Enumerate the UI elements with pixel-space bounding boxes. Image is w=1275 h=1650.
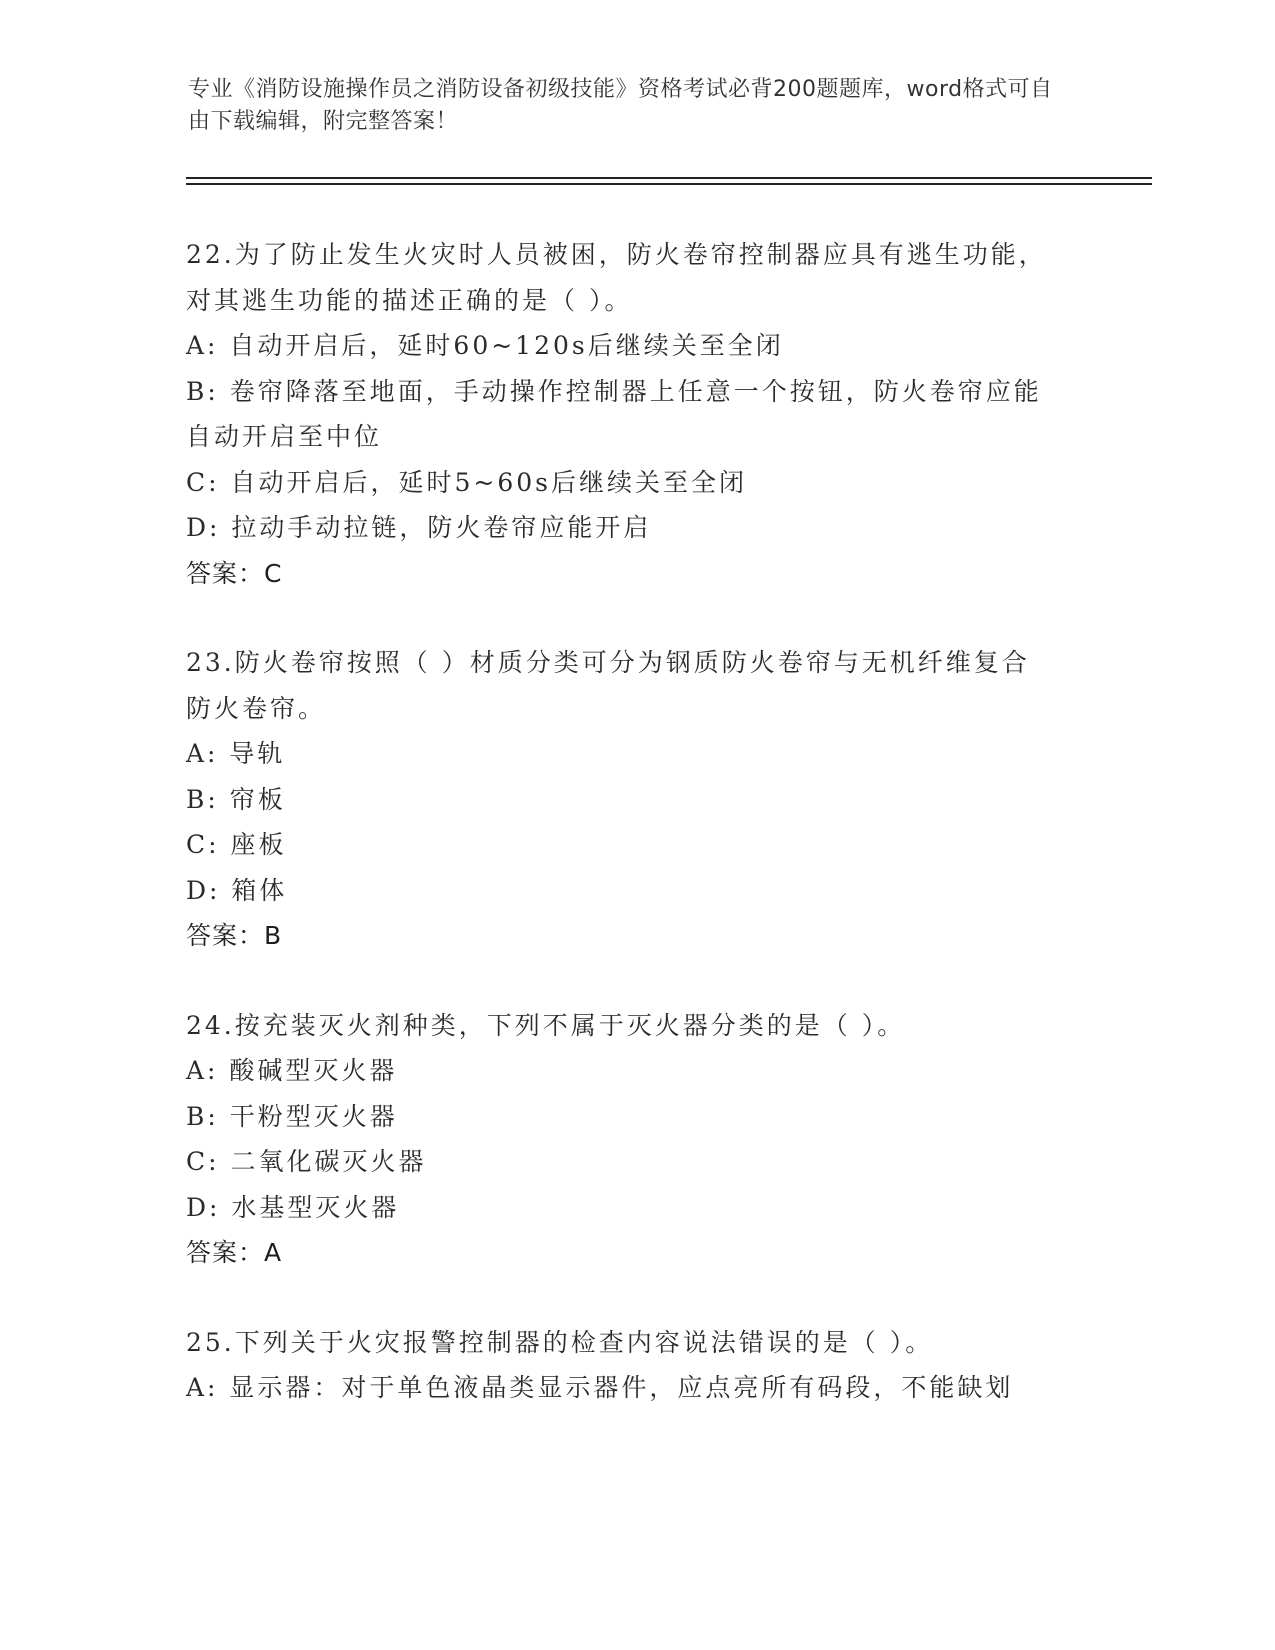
option-b: B: 帘板: [186, 784, 286, 814]
option-c: C: 自动开启后，延时5~60s后继续关至全闭: [186, 467, 747, 497]
option-d: D: 水基型灭火器: [186, 1192, 400, 1222]
answer: 答案：C: [186, 558, 283, 588]
question-list: [186, 232, 1086, 1455]
header-rule-bottom: [186, 183, 1152, 185]
question-stem: 22.为了防止发生火灾时人员被困，防火卷帘控制器应具有逃生功能，: [186, 240, 1047, 269]
answer: 答案：B: [186, 921, 283, 950]
option-b: B: 卷帘降落至地面，手动操作控制器上任意一个按钮，防火卷帘应能: [186, 376, 1042, 406]
question-stem: 防火卷帘。: [186, 693, 327, 723]
option-c: C: 二氧化碳灭火器: [186, 1147, 427, 1176]
answer: 答案：A: [186, 1238, 283, 1267]
question-stem: 25.下列关于火灾报警控制器的检查内容说法错误的是（ ）。: [186, 1327, 934, 1357]
header-description: 专业《消防设施操作员之消防设备初级技能》资格考试必背200题题库，word格式可自由下载编辑，附完整答案！: [188, 77, 1053, 134]
option-b: 自动开启至中位: [186, 422, 383, 451]
header-rule-top: [186, 177, 1152, 179]
option-d: D: 拉动手动拉链，防火卷帘应能开启: [186, 513, 652, 542]
question-24: [186, 1003, 1086, 1276]
question-25: [186, 1320, 1086, 1411]
question-stem: 23.防火卷帘按照（ ）材质分类可分为钢质防火卷帘与无机纤维复合: [186, 648, 1030, 677]
question-stem: 24.按充装灭火剂种类，下列不属于灭火器分类的是（ ）。: [186, 1010, 906, 1040]
option-c: C: 座板: [186, 830, 287, 859]
question-22: [186, 232, 1086, 596]
question-23: [186, 640, 1086, 959]
option-a: A: 酸碱型灭火器: [186, 1056, 398, 1085]
option-b: B: 干粉型灭火器: [186, 1101, 398, 1131]
option-a: A: 自动开启后，延时60~120s后继续关至全闭: [186, 331, 784, 360]
document-header: [188, 74, 1068, 138]
option-d: D: 箱体: [186, 875, 288, 905]
question-stem: 对其逃生功能的描述正确的是（ ）。: [186, 285, 633, 315]
option-a: A: 显示器：对于单色液晶类显示器件，应点亮所有码段，不能缺划: [186, 1373, 1014, 1402]
option-a: A: 导轨: [186, 739, 286, 768]
